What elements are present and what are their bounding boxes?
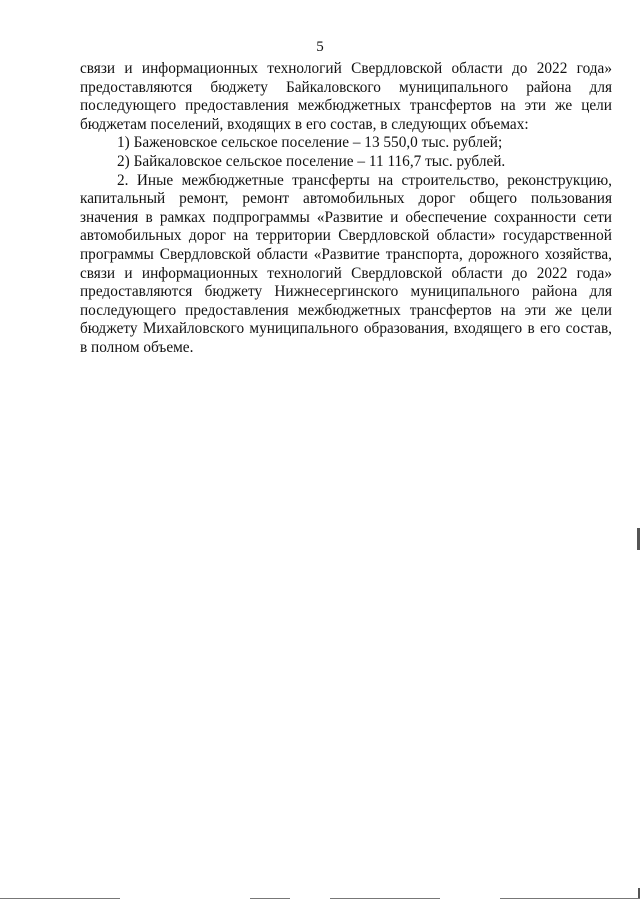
text-line: предоставляются бюджету Нижнесергинского муниципального района для xyxy=(80,283,612,301)
paragraph-start: 2. Иные межбюджетные трансферты на строительство, реконструкцию, xyxy=(117,171,612,189)
text-line: значения в рамках подпрограммы «Развитие и обеспечение сохранности сети xyxy=(80,208,612,226)
page-number: 5 xyxy=(316,39,324,55)
list-item: 1) Баженовское сельское поселение – 13 550,0 тыс. рублей; xyxy=(117,134,503,152)
text-line: связи и информационных технологий Свердловской области до 2022 года» xyxy=(80,60,612,77)
list-item: 2) Байкаловское сельское поселение – 11 116,7 тыс. рублей. xyxy=(117,152,506,170)
text-line: последующего предоставления межбюджетных трансфертов на эти же цели xyxy=(80,301,612,319)
text-line: последующего предоставления межбюджетных трансфертов на эти же цели xyxy=(80,97,612,115)
text-line: в полном объеме. xyxy=(80,338,194,356)
text-line: капитальный ремонт, ремонт автомобильных дорог общего пользования xyxy=(80,190,612,208)
scan-bottom-edge xyxy=(0,898,640,900)
document-body xyxy=(80,60,612,358)
text-line: автомобильных дорог на территории Свердловской области» государственной xyxy=(80,227,612,245)
text-line: бюджету Михайловского муниципального образования, входящего в его состав, xyxy=(80,320,612,338)
text-line: бюджетам поселений, входящих в его состав, в следующих объемах: xyxy=(80,115,529,133)
text-line: программы Свердловской области «Развитие транспорта, дорожного хозяйства, xyxy=(80,245,612,263)
text-line: связи и информационных технологий Свердловской области до 2022 года» xyxy=(80,264,612,282)
text-line: предоставляются бюджету Байкаловского муниципального района для xyxy=(80,78,612,96)
